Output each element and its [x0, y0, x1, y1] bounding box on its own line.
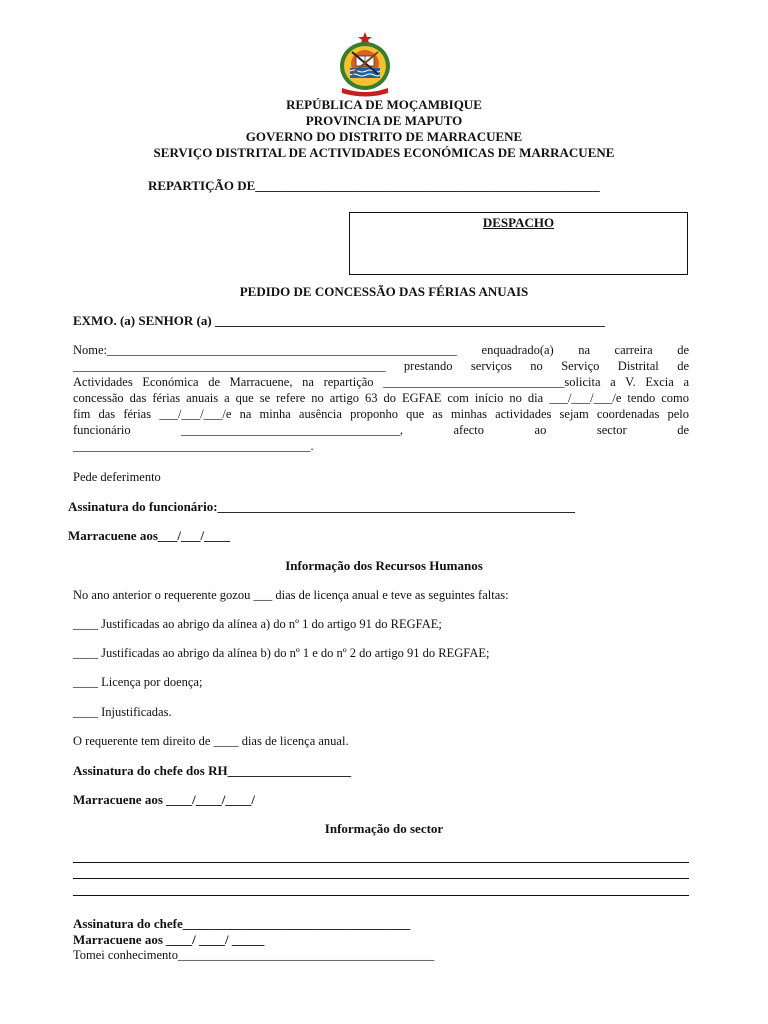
rh-heading: Informação dos Recursos Humanos	[285, 558, 483, 573]
sector-chief-signature-field[interactable]: Assinatura do chefe___________________________________	[73, 916, 411, 931]
header-republic: REPÚBLICA DE MOÇAMBIQUE	[286, 97, 482, 112]
rh-item: ____ Licença por doença;	[73, 675, 203, 689]
date-field-rh[interactable]: Marracuene aos ____/____/____/	[73, 792, 255, 807]
body-line: __________________________________________________ prestando serviços no Serviço Distrital de	[73, 359, 689, 373]
body-line: ______________________________________.	[73, 439, 314, 453]
rh-chief-signature-field[interactable]: Assinatura do chefe dos RH___________________	[73, 763, 352, 778]
sector-info-line[interactable]	[73, 895, 689, 896]
exmo-senhor-field[interactable]: EXMO. (a) SENHOR (a) ____________________________________________________________	[73, 313, 605, 328]
date-field-employee[interactable]: Marracuene aos___/___/____	[68, 528, 231, 543]
rh-item: ____ Injustificadas.	[73, 705, 172, 719]
despacho-label: DESPACHO	[482, 215, 555, 230]
date-field-sector[interactable]: Marracuene aos ____/ ____/ _____	[73, 932, 265, 947]
body-line: Nome:________________________________________________________ enquadrado(a) na carreira de	[73, 343, 689, 357]
form-title: PEDIDO DE CONCESSÃO DAS FÉRIAS ANUAIS	[239, 284, 529, 299]
rh-item: ____ Justificadas ao abrigo da alínea a) do nº 1 do artigo 91 do REGFAE;	[73, 617, 442, 631]
rh-direito: O requerente tem direito de ____ dias de licença anual.	[73, 734, 349, 748]
body-line: concessão das férias anuais a que se refere no artigo 63 do EGFAE com início no dia ___/___/___/e tendo como	[73, 391, 689, 405]
body-line: Actividades Económica de Marracuene, na repartição _____________________________solicita a V. Excia a	[73, 375, 689, 389]
sector-heading: Informação do sector	[324, 821, 444, 836]
header-government: GOVERNO DO DISTRITO DE MARRACUENE	[245, 129, 523, 144]
sector-info-line[interactable]	[73, 862, 689, 863]
employee-signature-field[interactable]: Assinatura do funcionário:_______________________________________________________	[68, 499, 576, 514]
acknowledgement-field[interactable]: Tomei conhecimento_________________________________________	[73, 948, 435, 962]
mozambique-coat-of-arms-icon	[336, 30, 394, 100]
despacho-box[interactable]	[349, 212, 688, 275]
header-province: PROVINCIA DE MAPUTO	[305, 113, 463, 128]
header-service: SERVIÇO DISTRITAL DE ACTIVIDADES ECONÓMICAS DE MARRACUENE	[153, 145, 615, 160]
rh-item: ____ Justificadas ao abrigo da alínea b) do nº 1 e do nº 2 do artigo 91 do REGFAE;	[73, 646, 490, 660]
reparticao-field[interactable]: REPARTIÇÃO DE_____________________________________________________	[148, 178, 600, 193]
body-line: funcionário ___________________________________, afecto ao sector de	[73, 423, 689, 437]
pede-deferimento: Pede deferimento	[73, 470, 161, 484]
rh-intro: No ano anterior o requerente gozou ___ dias de licença anual e teve as seguintes faltas:	[73, 588, 509, 602]
sector-info-line[interactable]	[73, 878, 689, 879]
body-line: fim das férias ___/___/___/e na minha ausência proponho que as minhas actividades sejam coordenadas pelo	[73, 407, 689, 421]
